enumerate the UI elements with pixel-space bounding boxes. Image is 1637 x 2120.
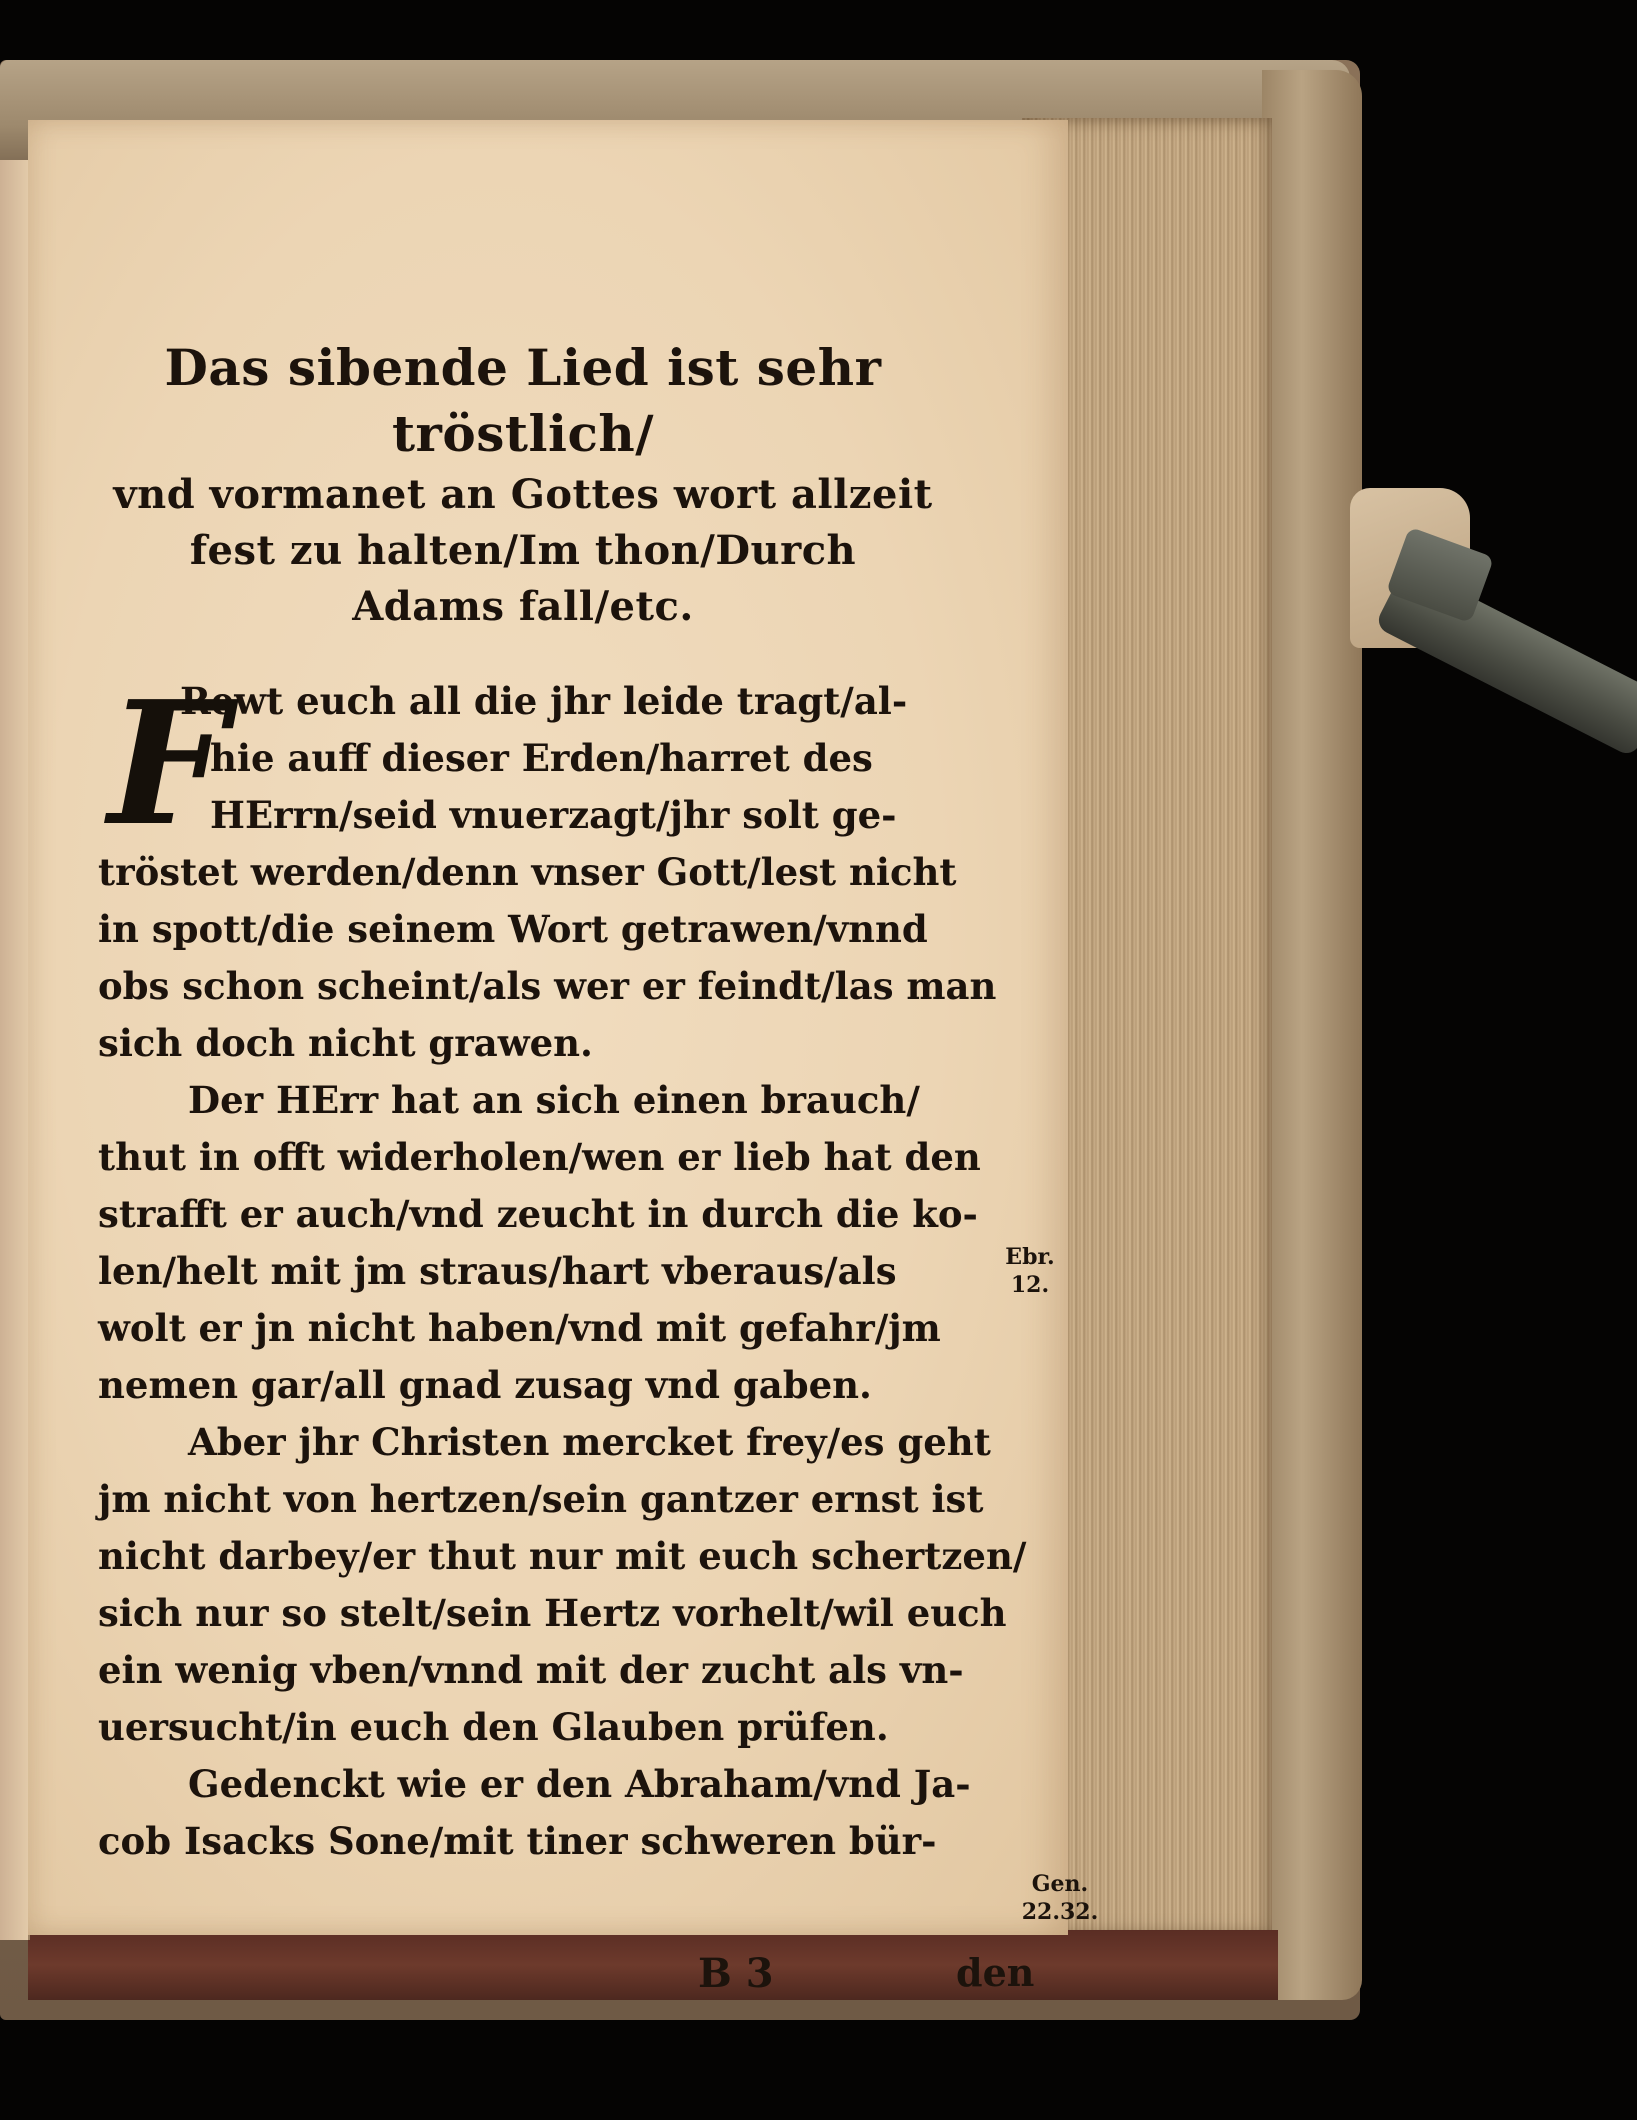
margin-note-line: 22.32. <box>1021 1899 1099 1925</box>
verse-line: len/helt mit jm straus/hart vberaus/als <box>98 1249 897 1293</box>
verse-line: thut in offt widerholen/wen er lieb hat den <box>98 1135 981 1179</box>
left-page-edge <box>0 160 30 1940</box>
cover-right-edge <box>1262 70 1362 2000</box>
verse-line: Aber jhr Christen mercket frey/es geht <box>188 1420 991 1464</box>
verse-line: in spott/die seinem Wort getrawen/vnnd <box>98 907 928 951</box>
margin-note-line: Gen. <box>1031 1871 1089 1897</box>
signature-mark: B 3 <box>698 1950 774 1997</box>
verse-2 <box>98 1072 981 1414</box>
page-bottom-edge <box>28 1930 1278 2000</box>
verse-line: strafft er auch/vnd zeucht in durch die ko- <box>98 1192 978 1236</box>
verse-line: jm nicht von hertzen/sein gantzer ernst ist <box>98 1477 984 1521</box>
verse-3 <box>98 1414 1027 1756</box>
verse-line: Gedenckt wie er den Abraham/vnd Ja- <box>188 1762 971 1806</box>
verse-line: obs schon scheint/als wer er feindt/las man <box>98 964 997 1008</box>
song-heading <box>108 335 938 635</box>
margin-note-reference <box>1020 1870 1100 1926</box>
verse-line: nemen gar/all gnad zusag vnd gaben. <box>98 1363 872 1407</box>
margin-note-line: Ebr. <box>1005 1244 1055 1270</box>
verse-4 <box>98 1756 971 1870</box>
verse-1 <box>98 664 997 1072</box>
verse-line: wolt er jn nicht haben/vnd mit gefahr/jm <box>98 1306 941 1350</box>
verse-line: Rewt euch all die jhr leide tragt/al- <box>180 679 908 723</box>
heading-line: Das sibende Lied ist sehr tröstlich/ <box>164 338 882 463</box>
page <box>28 120 1099 1997</box>
margin-note-reference <box>1000 1243 1060 1299</box>
verse-line: sich nur so stelt/sein Hertz vorhelt/wil euch <box>98 1591 1007 1635</box>
drop-cap: F <box>108 664 229 864</box>
verse-line: cob Isacks Sone/mit tiner schweren bür- <box>98 1819 937 1863</box>
text-block <box>98 335 1099 1997</box>
verse-line: hie auff dieser Erden/harret des <box>210 736 873 780</box>
verse-line: tröstet werden/denn vnser Gott/lest nicht <box>98 850 957 894</box>
heading-line: Adams fall/etc. <box>352 583 694 630</box>
verse-line: nicht darbey/er thut nur mit euch schertzen/ <box>98 1534 1027 1578</box>
verse-line: HErrn/seid vnuerzagt/jhr solt ge- <box>210 793 897 837</box>
verse-line: Der HErr hat an sich einen brauch/ <box>188 1078 920 1122</box>
verse-line: ein wenig vben/vnnd mit der zucht als vn- <box>98 1648 964 1692</box>
verse-line: uersucht/in euch den Glauben prüfen. <box>98 1705 889 1749</box>
heading-line: vnd vormanet an Gottes wort allzeit <box>113 471 933 518</box>
verse-line: sich doch nicht grawen. <box>98 1021 593 1065</box>
catchword: den <box>956 1950 1035 1995</box>
heading-line: fest zu halten/Im thon/Durch <box>189 527 857 574</box>
margin-note-line: 12. <box>1010 1272 1050 1298</box>
